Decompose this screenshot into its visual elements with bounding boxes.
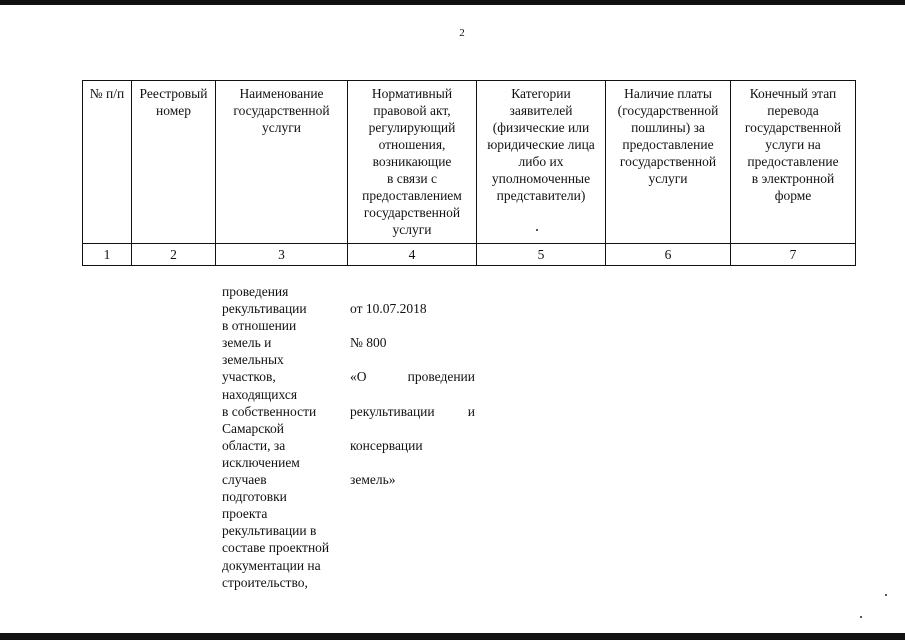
column-number: 3 — [216, 244, 348, 266]
legal-act-word: рекультивации — [350, 403, 435, 419]
legal-act-title-line: консервации — [350, 437, 423, 453]
column-number: 6 — [606, 244, 731, 266]
legal-act-date: от 10.07.2018 — [350, 301, 427, 317]
header-fee: Наличие платы (государственной пошлины) за предоставление государственной услуги — [606, 81, 731, 244]
legal-act-title-line — [350, 368, 475, 385]
legal-act-word: проведении — [407, 369, 475, 385]
services-table — [82, 80, 856, 266]
legal-act-continuation — [350, 283, 475, 505]
service-name-continuation: проведения рекультивации в отношении земель и земельных участков, находящихся в собственности Самарской области, за исключением случаев подготовки проекта рекультивации в составе проектной документации на строительство, — [222, 284, 330, 590]
legal-act-title-line — [350, 403, 475, 420]
column-number: 5 — [477, 244, 606, 266]
header-service-name: Наименование государственной услуги — [216, 81, 348, 244]
column-number: 1 — [83, 244, 132, 266]
page-number: 2 — [459, 27, 465, 39]
column-number: 4 — [348, 244, 477, 266]
header-applicant-categories: Категории заявителей (физические или юридические лица либо их уполномоченные представители) — [477, 81, 606, 244]
header-number: № п/п — [83, 81, 132, 244]
legal-act-number: № 800 — [350, 335, 387, 351]
header-registry-number: Реестровый номер — [132, 81, 216, 244]
column-numbers-row — [83, 244, 856, 266]
legal-act-word: «О — [350, 369, 367, 385]
bottom-scan-border — [0, 633, 905, 640]
column-number: 2 — [132, 244, 216, 266]
legal-act-word: и — [467, 403, 475, 419]
legal-act-title-line: земель» — [350, 472, 396, 488]
table-header-row — [83, 81, 856, 244]
header-final-stage: Конечный этап перевода государственной услуги на предоставление в электронной форме — [731, 81, 856, 244]
scan-speck — [536, 229, 538, 231]
column-number: 7 — [731, 244, 856, 266]
scan-speck — [885, 594, 887, 596]
scan-speck — [860, 616, 862, 618]
header-legal-act: Нормативный правовой акт, регулирующий отношения, возникающие в связи с предоставлением государственной услуги — [348, 81, 477, 244]
top-scan-border — [0, 0, 905, 5]
